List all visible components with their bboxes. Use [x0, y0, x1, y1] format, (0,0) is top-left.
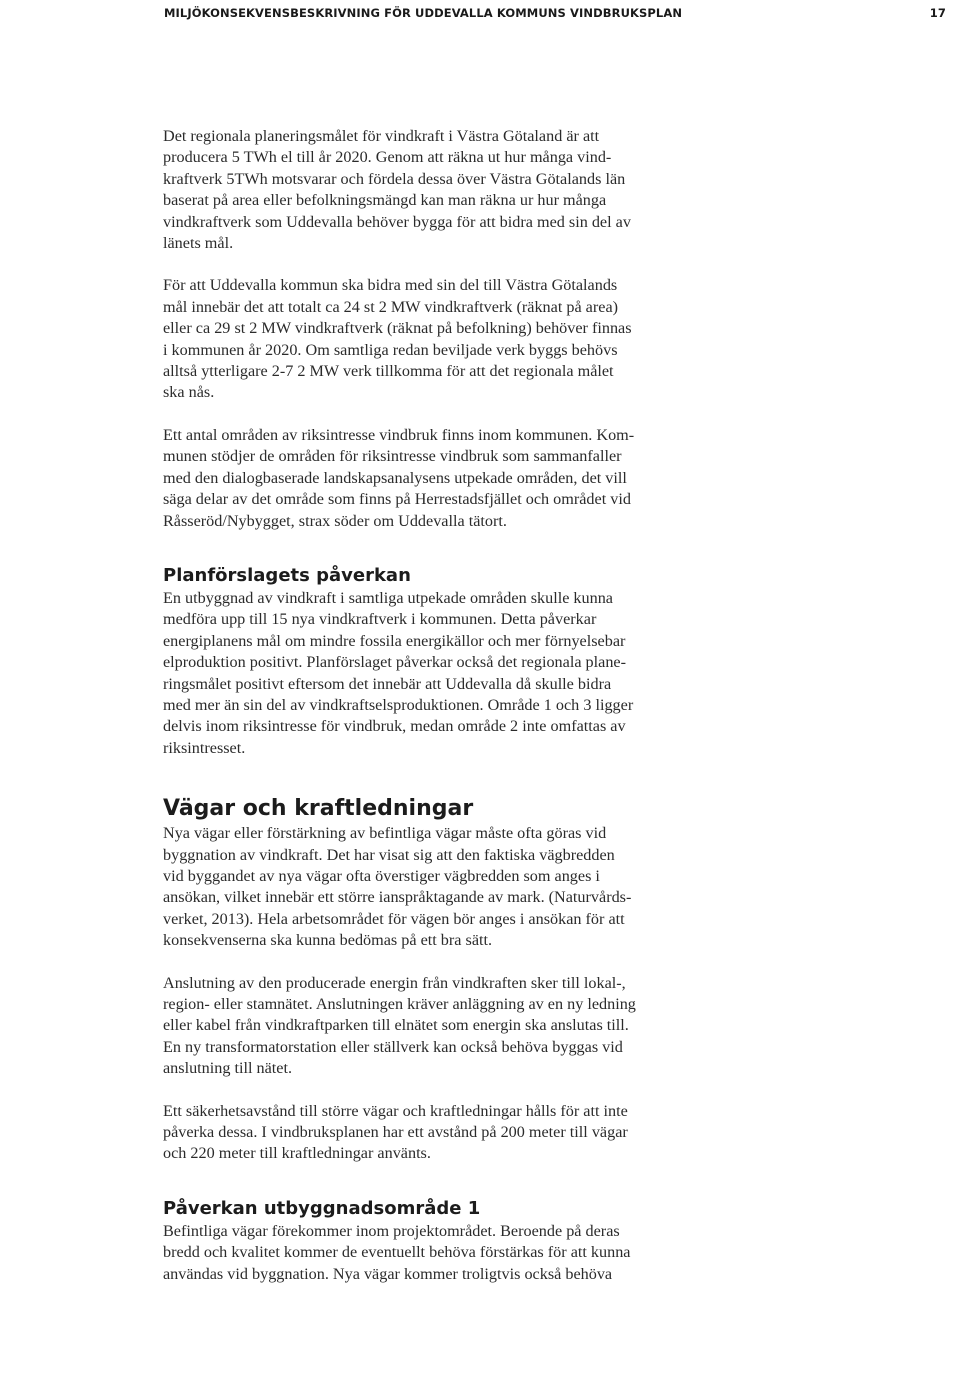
- paragraph-vagar-safety-distance: [163, 1101, 723, 1165]
- text-line: och 220 meter till kraftledningar använts.: [163, 1144, 431, 1163]
- text-line: Det regionala planeringsmålet för vindkraft i Västra Götaland är att: [163, 127, 600, 145]
- text-line: elproduktion positivt. Planförslaget påverkar också det regionala plane-: [163, 653, 626, 672]
- text-line: länets mål.: [163, 234, 234, 253]
- document-body: [163, 126, 723, 1306]
- text-line: eller kabel från vindkraftparken till elnätet som energin ska anslutas till.: [163, 1016, 629, 1035]
- text-line: energiplanens mål om mindre fossila energikällor och mer förnyelsebar: [163, 631, 626, 650]
- text-line: ringsmålet positivt eftersom det innebär att Uddevalla då skulle bidra: [163, 674, 612, 693]
- text-line: ansökan, vilket innebär ett större ianspråktagande av mark. (Naturvårds-: [163, 888, 632, 907]
- text-line: producera 5 TWh el till år 2020. Genom att räkna ut hur många vind-: [163, 148, 612, 167]
- paragraph-vagar-connection: [163, 973, 723, 1080]
- text-line: En utbyggnad av vindkraft i samtliga utpekade områden skulle kunna: [163, 588, 613, 607]
- heading-omrade1: Påverkan utbyggnadsområde 1: [163, 1197, 481, 1219]
- text-line: kraftverk 5TWh motsvarar och fördela dessa över Västra Götalands län: [163, 169, 626, 188]
- text-line: eller ca 29 st 2 MW vindkraftverk (räknat på befolkning) behöver finnas: [163, 319, 632, 338]
- text-line: säga delar av det område som finns på Herrestadsfjället och området vid: [163, 490, 631, 509]
- text-line: anslutning till nätet.: [163, 1059, 293, 1078]
- page-header: [164, 6, 946, 24]
- text-line: användas vid byggnation. Nya vägar kommer troligtvis också behöva: [163, 1264, 613, 1283]
- text-line: munen stödjer de områden för riksintresse vindbruk som sammanfaller: [163, 447, 622, 466]
- text-line: ska nås.: [163, 383, 215, 402]
- paragraph-omrade1: [163, 1221, 723, 1285]
- text-line: byggnation av vindkraft. Det har visat sig att den faktiska vägbredden: [163, 845, 615, 864]
- text-line: riksintresset.: [163, 738, 246, 757]
- paragraph-national-interest: [163, 425, 723, 532]
- text-line: påverka dessa. I vindbruksplanen har ett avstånd på 200 meter till vägar: [163, 1123, 628, 1142]
- text-line: bredd och kvalitet kommer de eventuellt behöva förstärkas för att kunna: [163, 1243, 631, 1262]
- text-line: i kommunen år 2020. Om samtliga redan beviljade verk byggs behövs: [163, 340, 618, 359]
- text-line: medföra upp till 15 nya vindkraftverk i kommunen. Detta påverkar: [163, 610, 597, 629]
- text-line: Befintliga vägar förekommer inom projektområdet. Beroende på deras: [163, 1221, 620, 1240]
- paragraph-planforslag: [163, 588, 723, 759]
- text-line: med mer än sin del av vindkraftselsproduktionen. Område 1 och 3 ligger: [163, 695, 634, 714]
- text-line: vindkraftverk som Uddevalla behöver bygga för att bidra med sin del av: [163, 212, 631, 231]
- text-line: region- eller stamnätet. Anslutningen kräver anläggning av en ny ledning: [163, 995, 636, 1013]
- text-line: Anslutning av den producerade energin från vindkraften sker till lokal-,: [163, 973, 626, 992]
- page-number: 17: [929, 6, 946, 20]
- text-line: baserat på area eller befolkningsmängd kan man räkna ur hur många: [163, 191, 607, 210]
- text-line: Råsseröd/Nybygget, strax söder om Uddevalla tätort.: [163, 511, 507, 530]
- heading-vagar: Vägar och kraftledningar: [163, 796, 474, 822]
- text-line: För att Uddevalla kommun ska bidra med sin del till Västra Götalands: [163, 276, 618, 295]
- paragraph-uddevalla-share: [163, 275, 723, 403]
- text-line: alltså ytterligare 2-7 2 MW verk tillkomma för att det regionala målet: [163, 362, 614, 381]
- text-line: med den dialogbaserade landskapsanalysens utpekade områden, det vill: [163, 468, 627, 487]
- text-line: mål innebär det att totalt ca 24 st 2 MW vindkraftverk (räknat på area): [163, 297, 619, 316]
- text-line: Ett säkerhetsavstånd till större vägar och kraftledningar hålls för att inte: [163, 1101, 628, 1120]
- text-line: konsekvenserna ska kunna bedömas på ett bra sätt.: [163, 931, 493, 950]
- text-line: delvis inom riksintresse för vindbruk, medan område 2 inte omfattas av: [163, 717, 626, 736]
- paragraph-vagar-roads: [163, 823, 723, 951]
- text-line: Nya vägar eller förstärkning av befintliga vägar måste ofta göras vid: [163, 824, 607, 843]
- paragraph-regional-goal: [163, 126, 723, 254]
- text-line: Ett antal områden av riksintresse vindbruk finns inom kommunen. Kom-: [163, 425, 635, 444]
- text-line: En ny transformatorstation eller ställverk kan också behöva byggas vid: [163, 1037, 623, 1056]
- document-title: MILJÖKONSEKVENSBESKRIVNING FÖR UDDEVALLA KOMMUNS VINDBRUKSPLAN: [164, 6, 683, 20]
- heading-planforslag: Planförslagets påverkan: [163, 564, 411, 586]
- text-line: verket, 2013). Hela arbetsområdet för vägen bör anges i ansökan för att: [163, 909, 625, 928]
- text-line: vid byggandet av nya vägar ofta överstiger vägbredden som anges i: [163, 866, 600, 885]
